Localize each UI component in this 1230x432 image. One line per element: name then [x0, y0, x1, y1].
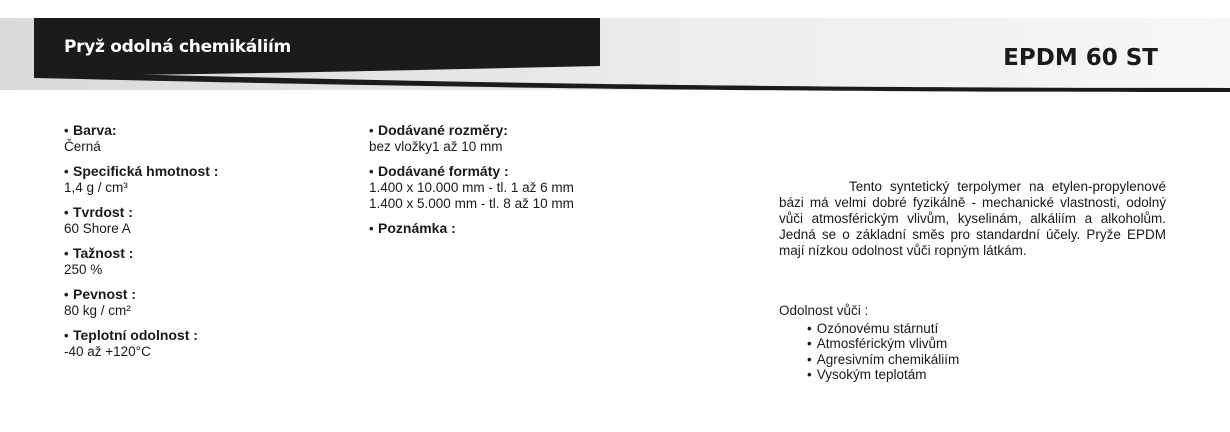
resistance-item: • Vysokým teplotám — [807, 367, 959, 383]
property-name: Specifická hmotnost : — [73, 163, 219, 179]
resistance-item: • Atmosférickým vlivům — [807, 336, 959, 352]
bullet-icon: • — [64, 246, 69, 261]
bullet-icon: • — [369, 221, 374, 236]
bullet-icon: • — [64, 205, 69, 220]
property-note — [369, 220, 669, 237]
bullet-icon: • — [64, 164, 69, 179]
property-value: Černá — [64, 139, 101, 154]
property-temperature — [64, 327, 324, 360]
property-value: 250 % — [64, 262, 103, 277]
property-value: bez vložky1 až 10 mm — [369, 139, 503, 154]
property-value: -40 až +120°C — [64, 344, 151, 359]
description-text: Tento syntetický terpolymer na etylen-propylenové bázi má velmi dobré fyzikálně - mechanické vlastnosti, odolný vůči atmosférickým vlivům, kyselinám, alkáliím a alkoholům. Jedná se o základní směs pro standardní účely. Pryže EPDM mají nízkou odolnost vůči ropným látkám. — [779, 179, 1166, 258]
property-value: 60 Shore A — [64, 221, 131, 236]
property-density — [64, 163, 324, 196]
property-elongation — [64, 245, 324, 278]
property-name: Poznámka : — [378, 220, 456, 236]
property-color — [64, 122, 324, 155]
property-value: 1.400 x 5.000 mm - tl. 8 až 10 mm — [369, 196, 574, 211]
property-value: 1,4 g / cm³ — [64, 180, 128, 195]
description — [779, 179, 1166, 259]
property-value: 1.400 x 10.000 mm - tl. 1 až 6 mm — [369, 180, 574, 195]
bullet-icon: • — [64, 328, 69, 343]
header-left-title: Pryž odolná chemikáliím — [64, 37, 291, 57]
bullet-icon: • — [64, 287, 69, 302]
property-strength — [64, 286, 324, 319]
property-value: 80 kg / cm² — [64, 303, 131, 318]
property-name: Tažnost : — [73, 245, 134, 261]
resistance-item: • Agresivním chemikáliím — [807, 352, 959, 368]
property-name: Pevnost : — [73, 286, 137, 302]
header-banner — [0, 0, 1230, 100]
property-name: Dodávané rozměry: — [378, 122, 508, 138]
resistance-list — [779, 321, 959, 383]
properties-right-column — [369, 122, 669, 245]
resistance-section — [779, 303, 959, 383]
bullet-icon: • — [369, 123, 374, 138]
header-right-title: EPDM 60 ST — [1003, 45, 1158, 71]
resistance-item: • Ozónovému stárnutí — [807, 321, 959, 337]
property-formats — [369, 163, 669, 212]
property-name: Tvrdost : — [73, 204, 133, 220]
bullet-icon: • — [64, 123, 69, 138]
property-dimensions — [369, 122, 669, 155]
property-name: Barva: — [73, 122, 117, 138]
properties-left-column — [64, 122, 324, 368]
resistance-title: Odolnost vůči : — [779, 303, 869, 318]
property-name: Teplotní odolnost : — [73, 327, 198, 343]
bullet-icon: • — [369, 164, 374, 179]
property-hardness — [64, 204, 324, 237]
property-name: Dodávané formáty : — [378, 163, 509, 179]
